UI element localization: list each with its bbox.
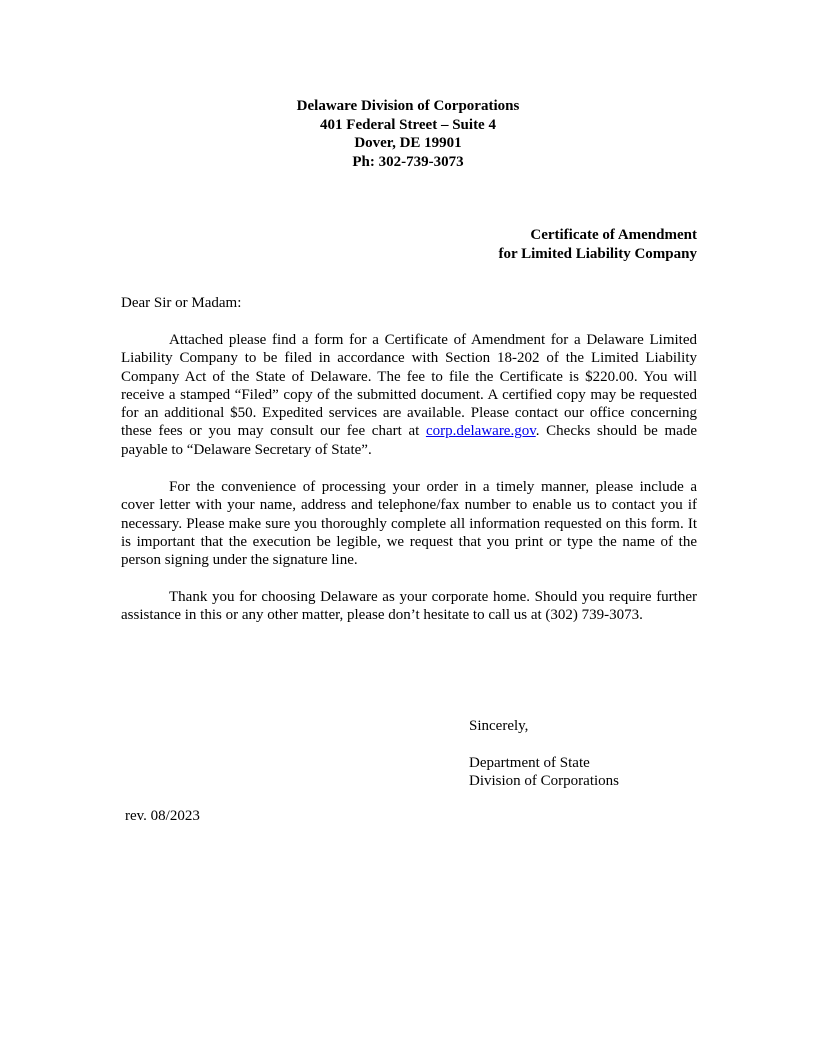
signature-division: Division of Corporations	[469, 773, 619, 789]
title-line-1: Certificate of Amendment	[530, 227, 697, 243]
paragraph-fees-text-end: . Checks should be made payable to “Delaware Secretary of State”.	[121, 423, 697, 458]
paragraph-thank-you: Thank you for choosing Delaware as your corporate home. Should you require further assistance in this or any other matter, please don’t hesitate to call us at (302) 739-3073.	[121, 589, 697, 624]
corp-delaware-link[interactable]: corp.delaware.gov	[425, 423, 536, 440]
document-title	[499, 226, 698, 263]
street-address: 401 Federal Street – Suite 4	[320, 116, 496, 133]
greeting: Dear Sir or Madam:	[121, 295, 242, 311]
city-state-zip: Dover, DE 19901	[354, 135, 462, 151]
valediction: Sincerely,	[469, 718, 529, 734]
letterhead	[0, 97, 816, 171]
paragraph-fees	[121, 331, 697, 459]
phone-number: Ph: 302-739-3073	[352, 153, 464, 170]
paragraph-fees-text: Attached please find a form for a Certificate of Amendment for a Delaware Limited Liability Company to be filed in accordance with Section 18-202 of the Limited Liability Company Act of the State of Delaware. The fee to file the Certificate is $220.00. You will receive a stamped “Filed” copy of the submitted document. A certified copy may be requested for an additional $50. Expedited services are available. Please contact our office concerning these fees or you may consult our fee chart at	[121, 332, 697, 440]
paragraph-processing: For the convenience of processing your order in a timely manner, please include a cover letter with your name, address and telephone/fax number to enable us to contact you if necessary. Please make sure you thoroughly complete all information requested on this form. It is important that the execution be legible, we request that you print or type the name of the person signing under the signature line.	[121, 479, 697, 569]
title-line-2: for Limited Liability Company	[498, 245, 697, 262]
signature-department: Department of State	[469, 755, 590, 771]
organization-name: Delaware Division of Corporations	[296, 98, 520, 114]
revision-date: rev. 08/2023	[125, 808, 200, 824]
